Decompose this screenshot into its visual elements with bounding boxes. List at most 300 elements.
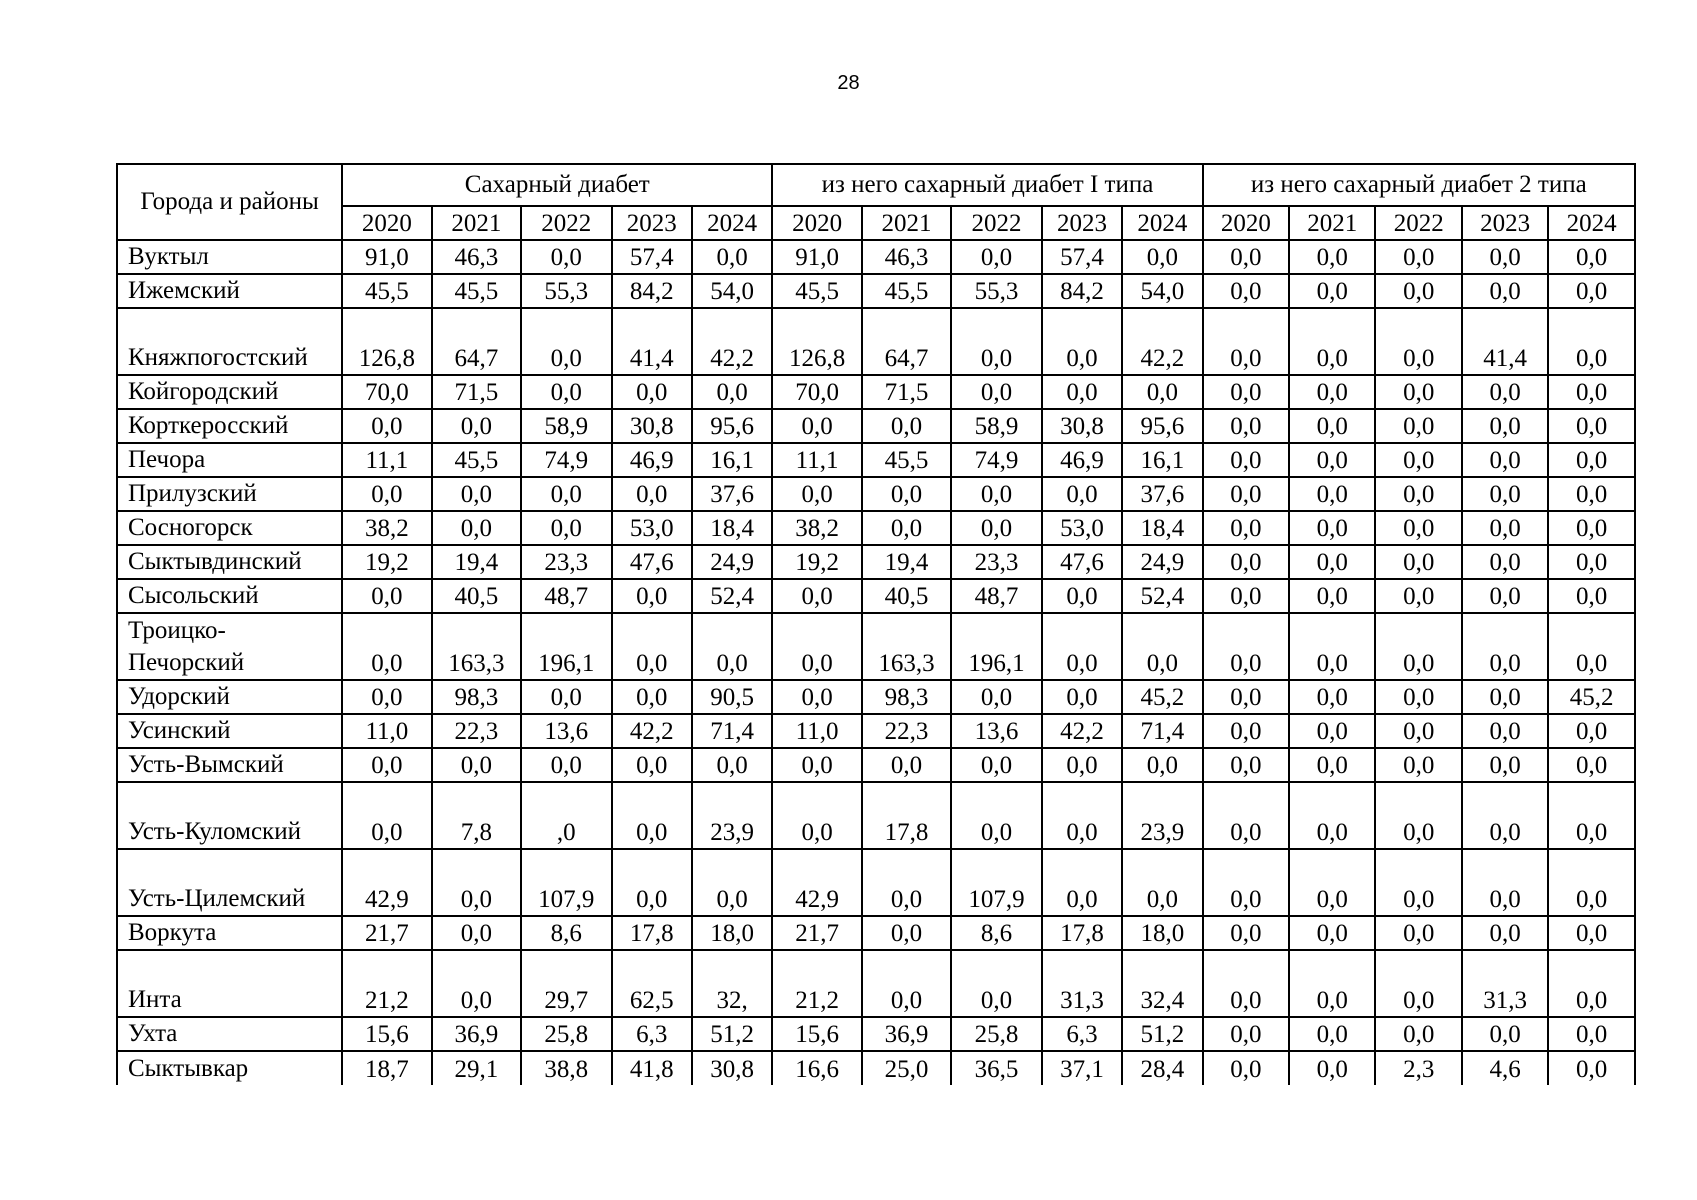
value-cell: 0,0 (1042, 748, 1122, 782)
table-row (117, 950, 1635, 1017)
value-cell: 30,8 (692, 1051, 772, 1085)
value-cell: 0,0 (951, 950, 1041, 1017)
value-cell: 24,9 (692, 545, 772, 579)
value-cell: 46,9 (1042, 443, 1122, 477)
value-cell: 0,0 (1289, 950, 1375, 1017)
value-cell: 0,0 (1203, 1051, 1289, 1085)
value-cell: 0,0 (1462, 916, 1548, 950)
value-cell: 0,0 (612, 477, 692, 511)
value-cell: 36,9 (862, 1017, 951, 1051)
value-cell: 0,0 (1289, 1051, 1375, 1085)
region-name: Ижемский (117, 274, 342, 308)
table-row (117, 308, 1635, 375)
value-cell: 0,0 (1375, 748, 1461, 782)
value-cell: 41,8 (612, 1051, 692, 1085)
value-cell: 18,0 (1122, 916, 1202, 950)
region-name: Сысольский (117, 579, 342, 613)
value-cell: 25,0 (862, 1051, 951, 1085)
value-cell: 0,0 (1042, 375, 1122, 409)
value-cell: 0,0 (612, 849, 692, 916)
year-header: 2023 (1042, 206, 1122, 240)
value-cell: 0,0 (1462, 443, 1548, 477)
value-cell: 0,0 (521, 308, 611, 375)
value-cell: 17,8 (612, 916, 692, 950)
value-cell: 0,0 (1375, 511, 1461, 545)
value-cell: 0,0 (342, 748, 431, 782)
value-cell: 0,0 (1289, 477, 1375, 511)
value-cell: 45,5 (862, 443, 951, 477)
region-name: Усть-Куломский (117, 782, 342, 849)
year-header: 2020 (1203, 206, 1289, 240)
value-cell: 16,6 (772, 1051, 861, 1085)
value-cell: 2,3 (1375, 1051, 1461, 1085)
value-cell: 0,0 (1289, 782, 1375, 849)
region-name: Княжпогостский (117, 308, 342, 375)
value-cell: 0,0 (692, 849, 772, 916)
year-header: 2024 (692, 206, 772, 240)
value-cell: 71,5 (862, 375, 951, 409)
value-cell: 0,0 (1203, 613, 1289, 680)
value-cell: 84,2 (612, 274, 692, 308)
value-cell: 0,0 (1548, 409, 1635, 443)
value-cell: 0,0 (1462, 680, 1548, 714)
value-cell: 0,0 (862, 409, 951, 443)
value-cell: 0,0 (1289, 714, 1375, 748)
value-cell: 21,7 (342, 916, 431, 950)
table-row (117, 545, 1635, 579)
year-header: 2021 (432, 206, 521, 240)
value-cell: 4,6 (1462, 1051, 1548, 1085)
value-cell: 51,2 (1122, 1017, 1202, 1051)
region-name: Усть-Вымский (117, 748, 342, 782)
value-cell: 196,1 (951, 613, 1041, 680)
year-header: 2023 (612, 206, 692, 240)
value-cell: 48,7 (521, 579, 611, 613)
value-cell: 42,2 (692, 308, 772, 375)
value-cell: 0,0 (1203, 1017, 1289, 1051)
value-cell: 0,0 (862, 477, 951, 511)
value-cell: 0,0 (432, 916, 521, 950)
table-row (117, 409, 1635, 443)
value-cell: 42,2 (612, 714, 692, 748)
table-row (117, 849, 1635, 916)
year-header: 2020 (342, 206, 431, 240)
value-cell: 0,0 (1548, 443, 1635, 477)
value-cell: 30,8 (1042, 409, 1122, 443)
value-cell: 0,0 (1462, 409, 1548, 443)
value-cell: 0,0 (1122, 613, 1202, 680)
value-cell: 45,2 (1548, 680, 1635, 714)
value-cell: 23,9 (1122, 782, 1202, 849)
value-cell: 0,0 (951, 308, 1041, 375)
value-cell: 0,0 (1289, 1017, 1375, 1051)
value-cell: 38,2 (772, 511, 861, 545)
value-cell: 0,0 (692, 375, 772, 409)
value-cell: 196,1 (521, 613, 611, 680)
value-cell: 0,0 (1462, 274, 1548, 308)
value-cell: 0,0 (862, 511, 951, 545)
value-cell: 19,2 (772, 545, 861, 579)
value-cell: 0,0 (432, 477, 521, 511)
value-cell: 0,0 (1289, 579, 1375, 613)
value-cell: 0,0 (1375, 579, 1461, 613)
value-cell: 18,4 (692, 511, 772, 545)
year-header: 2022 (1375, 206, 1461, 240)
value-cell: 6,3 (612, 1017, 692, 1051)
value-cell: 0,0 (521, 375, 611, 409)
value-cell: 0,0 (1375, 308, 1461, 375)
value-cell: 0,0 (1548, 714, 1635, 748)
value-cell: 13,6 (521, 714, 611, 748)
value-cell: 0,0 (1289, 613, 1375, 680)
value-cell: 0,0 (342, 613, 431, 680)
header-row-years (117, 206, 1635, 240)
value-cell: 11,1 (342, 443, 431, 477)
value-cell: 16,1 (692, 443, 772, 477)
value-cell: 71,4 (692, 714, 772, 748)
value-cell: 0,0 (862, 849, 951, 916)
value-cell: 0,0 (1548, 613, 1635, 680)
value-cell: 16,1 (1122, 443, 1202, 477)
value-cell: 18,7 (342, 1051, 431, 1085)
value-cell: 47,6 (612, 545, 692, 579)
value-cell: 41,4 (1462, 308, 1548, 375)
value-cell: 46,9 (612, 443, 692, 477)
value-cell: 0,0 (521, 511, 611, 545)
table-row (117, 274, 1635, 308)
table-row (117, 375, 1635, 409)
value-cell: 0,0 (772, 680, 861, 714)
value-cell: 37,1 (1042, 1051, 1122, 1085)
value-cell: 29,1 (432, 1051, 521, 1085)
value-cell: 37,6 (1122, 477, 1202, 511)
value-cell: 0,0 (1375, 680, 1461, 714)
value-cell: 0,0 (1042, 613, 1122, 680)
value-cell: 0,0 (1289, 375, 1375, 409)
value-cell: 21,2 (772, 950, 861, 1017)
value-cell: 0,0 (1375, 849, 1461, 916)
value-cell: 45,5 (342, 274, 431, 308)
value-cell: 0,0 (1548, 1051, 1635, 1085)
value-cell: 126,8 (342, 308, 431, 375)
value-cell: 0,0 (1042, 308, 1122, 375)
value-cell: 38,2 (342, 511, 431, 545)
region-name: Сыктывкар (117, 1051, 342, 1085)
value-cell: 84,2 (1042, 274, 1122, 308)
value-cell: 70,0 (342, 375, 431, 409)
value-cell: 0,0 (521, 477, 611, 511)
value-cell: 15,6 (342, 1017, 431, 1051)
value-cell: 0,0 (951, 375, 1041, 409)
value-cell: 51,2 (692, 1017, 772, 1051)
value-cell: 0,0 (1289, 240, 1375, 274)
value-cell: 48,7 (951, 579, 1041, 613)
value-cell: 0,0 (1548, 748, 1635, 782)
value-cell: 74,9 (951, 443, 1041, 477)
region-name: Койгородский (117, 375, 342, 409)
region-name: Усинский (117, 714, 342, 748)
region-name: Усть-Цилемский (117, 849, 342, 916)
table-row (117, 240, 1635, 274)
value-cell: 0,0 (1462, 613, 1548, 680)
region-name: Сыктывдинский (117, 545, 342, 579)
region-name: Корткеросский (117, 409, 342, 443)
value-cell: 0,0 (1289, 680, 1375, 714)
group-header-type2: из него сахарный диабет 2 типа (1203, 164, 1635, 206)
value-cell: 95,6 (1122, 409, 1202, 443)
value-cell: 163,3 (862, 613, 951, 680)
value-cell: 45,5 (772, 274, 861, 308)
value-cell: 45,5 (432, 274, 521, 308)
table-row (117, 1017, 1635, 1051)
value-cell: 0,0 (951, 477, 1041, 511)
value-cell: 58,9 (521, 409, 611, 443)
value-cell: 0,0 (612, 680, 692, 714)
value-cell: 0,0 (1042, 849, 1122, 916)
value-cell: 0,0 (521, 680, 611, 714)
value-cell: 52,4 (1122, 579, 1202, 613)
table-row (117, 579, 1635, 613)
value-cell: 0,0 (521, 240, 611, 274)
value-cell: 0,0 (432, 849, 521, 916)
value-cell: 126,8 (772, 308, 861, 375)
table-row (117, 443, 1635, 477)
value-cell: ,0 (521, 782, 611, 849)
value-cell: 37,6 (692, 477, 772, 511)
value-cell: 30,8 (612, 409, 692, 443)
value-cell: 0,0 (1375, 409, 1461, 443)
value-cell: 0,0 (951, 748, 1041, 782)
value-cell: 74,9 (521, 443, 611, 477)
value-cell: 0,0 (951, 240, 1041, 274)
table-row (117, 916, 1635, 950)
value-cell: 91,0 (342, 240, 431, 274)
value-cell: 0,0 (1462, 579, 1548, 613)
year-header: 2021 (1289, 206, 1375, 240)
table-row (117, 613, 1635, 680)
value-cell: 0,0 (1289, 511, 1375, 545)
value-cell: 0,0 (862, 916, 951, 950)
value-cell: 0,0 (1375, 782, 1461, 849)
value-cell: 98,3 (432, 680, 521, 714)
value-cell: 52,4 (692, 579, 772, 613)
value-cell: 6,3 (1042, 1017, 1122, 1051)
value-cell: 19,4 (862, 545, 951, 579)
value-cell: 8,6 (521, 916, 611, 950)
value-cell: 0,0 (1462, 782, 1548, 849)
region-name: Инта (117, 950, 342, 1017)
region-name: Печора (117, 443, 342, 477)
table-row (117, 782, 1635, 849)
value-cell: 0,0 (1289, 916, 1375, 950)
value-cell: 54,0 (692, 274, 772, 308)
value-cell: 0,0 (1375, 916, 1461, 950)
value-cell: 31,3 (1462, 950, 1548, 1017)
value-cell: 0,0 (1548, 916, 1635, 950)
value-cell: 0,0 (1203, 443, 1289, 477)
value-cell: 0,0 (1375, 950, 1461, 1017)
value-cell: 0,0 (1462, 545, 1548, 579)
value-cell: 0,0 (1462, 714, 1548, 748)
value-cell: 0,0 (772, 748, 861, 782)
group-header-type1: из него сахарный диабет I типа (772, 164, 1202, 206)
region-name: Воркута (117, 916, 342, 950)
value-cell: 17,8 (1042, 916, 1122, 950)
value-cell: 0,0 (342, 680, 431, 714)
value-cell: 0,0 (342, 409, 431, 443)
value-cell: 0,0 (1548, 1017, 1635, 1051)
value-cell: 0,0 (862, 950, 951, 1017)
value-cell: 0,0 (1203, 916, 1289, 950)
value-cell: 32, (692, 950, 772, 1017)
table-row (117, 714, 1635, 748)
value-cell: 0,0 (1289, 308, 1375, 375)
value-cell: 18,0 (692, 916, 772, 950)
value-cell: 0,0 (1375, 714, 1461, 748)
value-cell: 42,2 (1122, 308, 1202, 375)
value-cell: 0,0 (1375, 274, 1461, 308)
value-cell: 23,9 (692, 782, 772, 849)
value-cell: 31,3 (1042, 950, 1122, 1017)
value-cell: 0,0 (1462, 375, 1548, 409)
value-cell: 0,0 (772, 409, 861, 443)
value-cell: 0,0 (1375, 240, 1461, 274)
value-cell: 0,0 (1548, 477, 1635, 511)
value-cell: 0,0 (1203, 375, 1289, 409)
value-cell: 36,9 (432, 1017, 521, 1051)
year-header: 2022 (521, 206, 611, 240)
value-cell: 0,0 (772, 477, 861, 511)
header-row-groups (117, 164, 1635, 206)
value-cell: 45,5 (862, 274, 951, 308)
table-row (117, 748, 1635, 782)
value-cell: 0,0 (521, 748, 611, 782)
value-cell: 0,0 (1375, 443, 1461, 477)
value-cell: 0,0 (1289, 409, 1375, 443)
value-cell: 55,3 (951, 274, 1041, 308)
value-cell: 0,0 (1375, 375, 1461, 409)
year-header: 2023 (1462, 206, 1548, 240)
value-cell: 0,0 (1203, 680, 1289, 714)
value-cell: 107,9 (521, 849, 611, 916)
value-cell: 0,0 (1375, 613, 1461, 680)
value-cell: 57,4 (612, 240, 692, 274)
table-body (117, 240, 1635, 1085)
value-cell: 47,6 (1042, 545, 1122, 579)
year-header: 2024 (1122, 206, 1202, 240)
value-cell: 0,0 (1203, 782, 1289, 849)
value-cell: 0,0 (1289, 274, 1375, 308)
value-cell: 70,0 (772, 375, 861, 409)
value-cell: 15,6 (772, 1017, 861, 1051)
value-cell: 11,0 (342, 714, 431, 748)
page-number: 28 (837, 72, 860, 94)
value-cell: 22,3 (432, 714, 521, 748)
value-cell: 8,6 (951, 916, 1041, 950)
value-cell: 17,8 (862, 782, 951, 849)
table-row (117, 477, 1635, 511)
value-cell: 0,0 (1375, 477, 1461, 511)
value-cell: 0,0 (1042, 477, 1122, 511)
value-cell: 0,0 (612, 782, 692, 849)
value-cell: 0,0 (342, 782, 431, 849)
value-cell: 0,0 (612, 375, 692, 409)
value-cell: 0,0 (692, 748, 772, 782)
value-cell: 42,2 (1042, 714, 1122, 748)
region-name: Прилузский (117, 477, 342, 511)
value-cell: 91,0 (772, 240, 861, 274)
value-cell: 25,8 (951, 1017, 1041, 1051)
value-cell: 0,0 (1289, 545, 1375, 579)
value-cell: 0,0 (1548, 849, 1635, 916)
value-cell: 0,0 (1462, 748, 1548, 782)
year-header: 2020 (772, 206, 861, 240)
region-name: Вуктыл (117, 240, 342, 274)
value-cell: 24,9 (1122, 545, 1202, 579)
value-cell: 0,0 (951, 680, 1041, 714)
value-cell: 46,3 (432, 240, 521, 274)
value-cell: 0,0 (772, 579, 861, 613)
value-cell: 53,0 (612, 511, 692, 545)
value-cell: 107,9 (951, 849, 1041, 916)
value-cell: 0,0 (1289, 443, 1375, 477)
value-cell: 0,0 (772, 782, 861, 849)
value-cell: 0,0 (1289, 849, 1375, 916)
value-cell: 0,0 (862, 748, 951, 782)
region-name: Ухта (117, 1017, 342, 1051)
value-cell: 0,0 (432, 409, 521, 443)
value-cell: 98,3 (862, 680, 951, 714)
value-cell: 0,0 (1203, 240, 1289, 274)
value-cell: 0,0 (1203, 579, 1289, 613)
value-cell: 0,0 (692, 613, 772, 680)
value-cell: 40,5 (862, 579, 951, 613)
value-cell: 64,7 (862, 308, 951, 375)
value-cell: 18,4 (1122, 511, 1202, 545)
value-cell: 0,0 (1548, 240, 1635, 274)
value-cell: 0,0 (1042, 782, 1122, 849)
value-cell: 0,0 (1375, 1017, 1461, 1051)
value-cell: 0,0 (1042, 680, 1122, 714)
value-cell: 0,0 (1462, 1017, 1548, 1051)
value-cell: 7,8 (432, 782, 521, 849)
value-cell: 0,0 (1548, 274, 1635, 308)
value-cell: 0,0 (1548, 950, 1635, 1017)
region-name: Удорский (117, 680, 342, 714)
value-cell: 0,0 (1289, 748, 1375, 782)
value-cell: 0,0 (1462, 477, 1548, 511)
value-cell: 42,9 (342, 849, 431, 916)
value-cell: 0,0 (692, 240, 772, 274)
value-cell: 0,0 (1203, 950, 1289, 1017)
value-cell: 0,0 (1203, 714, 1289, 748)
value-cell: 38,8 (521, 1051, 611, 1085)
value-cell: 57,4 (1042, 240, 1122, 274)
value-cell: 21,7 (772, 916, 861, 950)
value-cell: 29,7 (521, 950, 611, 1017)
value-cell: 71,5 (432, 375, 521, 409)
value-cell: 0,0 (772, 613, 861, 680)
value-cell: 22,3 (862, 714, 951, 748)
value-cell: 42,9 (772, 849, 861, 916)
value-cell: 46,3 (862, 240, 951, 274)
value-cell: 0,0 (1122, 748, 1202, 782)
value-cell: 45,2 (1122, 680, 1202, 714)
value-cell: 21,2 (342, 950, 431, 1017)
value-cell: 53,0 (1042, 511, 1122, 545)
value-cell: 23,3 (951, 545, 1041, 579)
value-cell: 90,5 (692, 680, 772, 714)
